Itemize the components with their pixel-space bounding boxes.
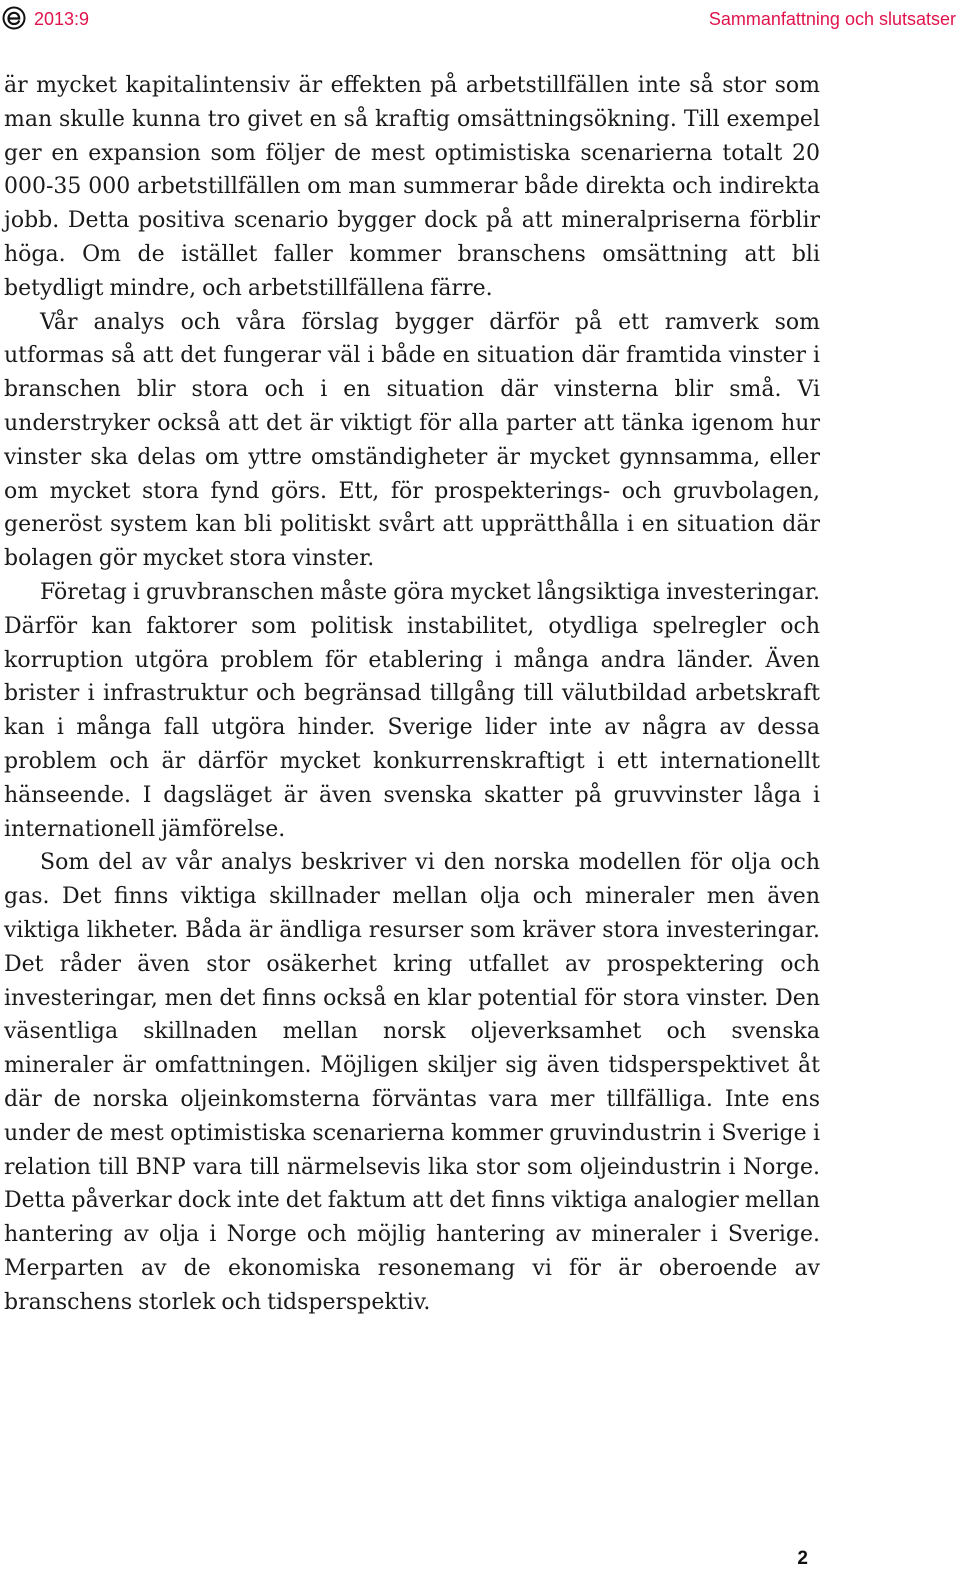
e-circle-logo-icon bbox=[2, 6, 26, 30]
document-id: 2013:9 bbox=[34, 9, 90, 29]
page-number: 2 bbox=[797, 1548, 808, 1569]
body-text bbox=[4, 69, 820, 1319]
paragraph-4: Som del av vår analys beskriver vi den norska modellen för olja och gas. Det finns viktiga skillnader mellan olja och mineraler men även viktiga likheter. Båda är ändliga resurser som kräver stora investeringar. Det råder även stor osäkerhet kring utfallet av prospektering och investeringar, men det finns också en klar potential för stora vinster. Den väsentliga skillnaden mellan norsk oljeverksamhet och svenska mineraler är omfattningen. Möjligen skiljer sig även tidsperspektivet åt där de norska oljeinkomsterna förväntas vara mer tillfälliga. Inte ens under de mest optimistiska scenarierna kommer gruvindustrin i Sverige i relation till BNP vara till närmelsevis lika stor som oljeindustrin i Norge. Detta påverkar dock inte det faktum att det finns viktiga analogier mellan hantering av olja i Norge och möjlig hantering av mineraler i Sverige. Merparten av de ekonomiska resonemang vi för är oberoende av branschens storlek och tidsperspektiv. bbox=[4, 850, 820, 1315]
paragraph-3: Företag i gruvbranschen måste göra mycket långsiktiga investeringar. Därför kan faktorer som politisk instabilitet, otydliga spelregler och korruption utgöra problem för etablering i många andra länder. Även brister i infrastruktur och begränsad tillgång till välutbildad arbetskraft kan i många fall utgöra hinder. Sverige lider inte av några av dessa problem och är därför mycket konkurrenskraftigt i ett internationellt hänseende. I dagsläget är även svenska skatter på gruvvinster låga i internationell jämförelse. bbox=[4, 579, 820, 842]
paragraph-2: Vår analys och våra förslag bygger därför på ett ramverk som utformas så att det fungerar väl i både en situation där framtida vinster i branschen blir stora och i en situation där vinsterna blir små. Vi understryker också att det är viktigt för alla parter att tänka igenom hur vinster ska delas om yttre omständigheter är mycket gynnsamma, eller om mycket stora fynd görs. Ett, för prospekterings- och gruvbolagen, generöst system kan bli politiskt svårt att upprätthålla i en situation där bolagen gör mycket stora vinster. bbox=[4, 309, 820, 572]
section-title: Sammanfattning och slutsatser bbox=[708, 9, 956, 29]
paragraph-1: är mycket kapitalintensiv är effekten på arbetstillfällen inte så stor som man skulle kunna tro givet en så kraftig omsättningsökning. Till exempel ger en expansion som följer de mest optimistiska scenarierna totalt 20 000-35 000 arbetstillfällen om man summerar både direkta och indirekta jobb. Detta positiva scenario bygger dock på att mineralpriserna förblir höga. Om de istället faller kommer branschens omsättning att bli betydligt mindre, och arbetstillfällena färre. bbox=[4, 73, 820, 301]
page-header bbox=[0, 0, 960, 40]
